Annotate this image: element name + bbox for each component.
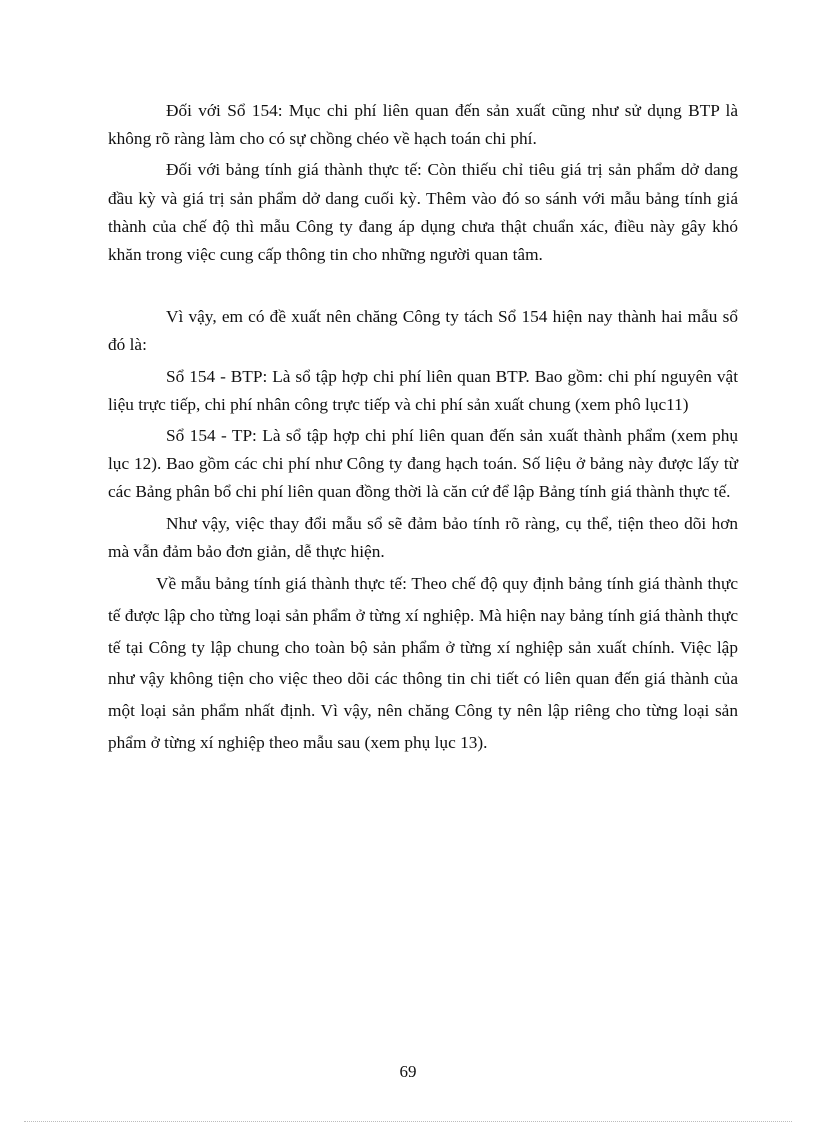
paragraph-proposal-intro: Vì vậy, em có đề xuất nên chăng Công ty tách Sổ 154 hiện nay thành hai mẫu sổ đó là: — [108, 307, 738, 355]
paragraph-so-154-issue: Đối với Sổ 154: Mục chi phí liên quan đến sản xuất cũng như sử dụng BTP là không rõ ràng làm cho có sự chồng chéo về hạch toán chi phí. — [108, 101, 738, 149]
page-bottom-divider — [24, 1121, 792, 1122]
page-body — [108, 97, 738, 759]
paragraph-cost-table-template: Về mẫu bảng tính giá thành thực tế: Theo chế độ quy định bảng tính giá thành thực tế được lập cho từng loại sản phẩm ở từng xí nghiệp. Mà hiện nay bảng tính giá thành thực tế tại Công ty lập chung cho toàn bộ sản phẩm ở từng xí nghiệp sản xuất chính. Việc lập như vậy không tiện cho việc theo dõi các thông tin chi tiết có liên quan đến giá thành của một loại sản phẩm nhất định. Vì vậy, nên chăng Công ty nên lập riêng cho từng loại sản phẩm ở từng xí nghiệp theo mẫu sau (xem phụ lục 13). — [108, 574, 738, 753]
paragraph-so-154-btp: Sổ 154 - BTP: Là sổ tập hợp chi phí liên quan BTP. Bao gồm: chi phí nguyên vật liệu trực tiếp, chi phí nhân công trực tiếp và chi phí sản xuất chung (xem phô lục11) — [108, 366, 738, 414]
page-number: 69 — [399, 1062, 417, 1081]
paragraph-cost-table-issue: Đối với bảng tính giá thành thực tế: Còn thiếu chỉ tiêu giá trị sản phẩm dở dang đầu kỳ và giá trị sản phẩm dở dang cuối kỳ. Thêm vào đó so sánh với mẫu bảng tính giá thành của chế độ thì mẫu Công ty đang áp dụng chưa thật chuẩn xác, điều này gây khó khăn trong việc cung cấp thông tin cho những người quan tâm. — [108, 160, 738, 265]
paragraph-benefit: Như vậy, việc thay đổi mẫu sổ sẽ đảm bảo tính rõ ràng, cụ thể, tiện theo dõi hơn mà vẫn đảm bảo đơn giản, dễ thực hiện. — [108, 513, 738, 561]
paragraph-so-154-tp: Sổ 154 - TP: Là sổ tập hợp chi phí liên quan đến sản xuất thành phẩm (xem phụ lục 12). Bao gồm các chi phí như Công ty đang hạch toán. Số liệu ở bảng này được lấy từ các Bảng phân bổ chi phí liên quan đồng thời là căn cứ để lập Bảng tính giá thành thực tế. — [108, 426, 738, 502]
